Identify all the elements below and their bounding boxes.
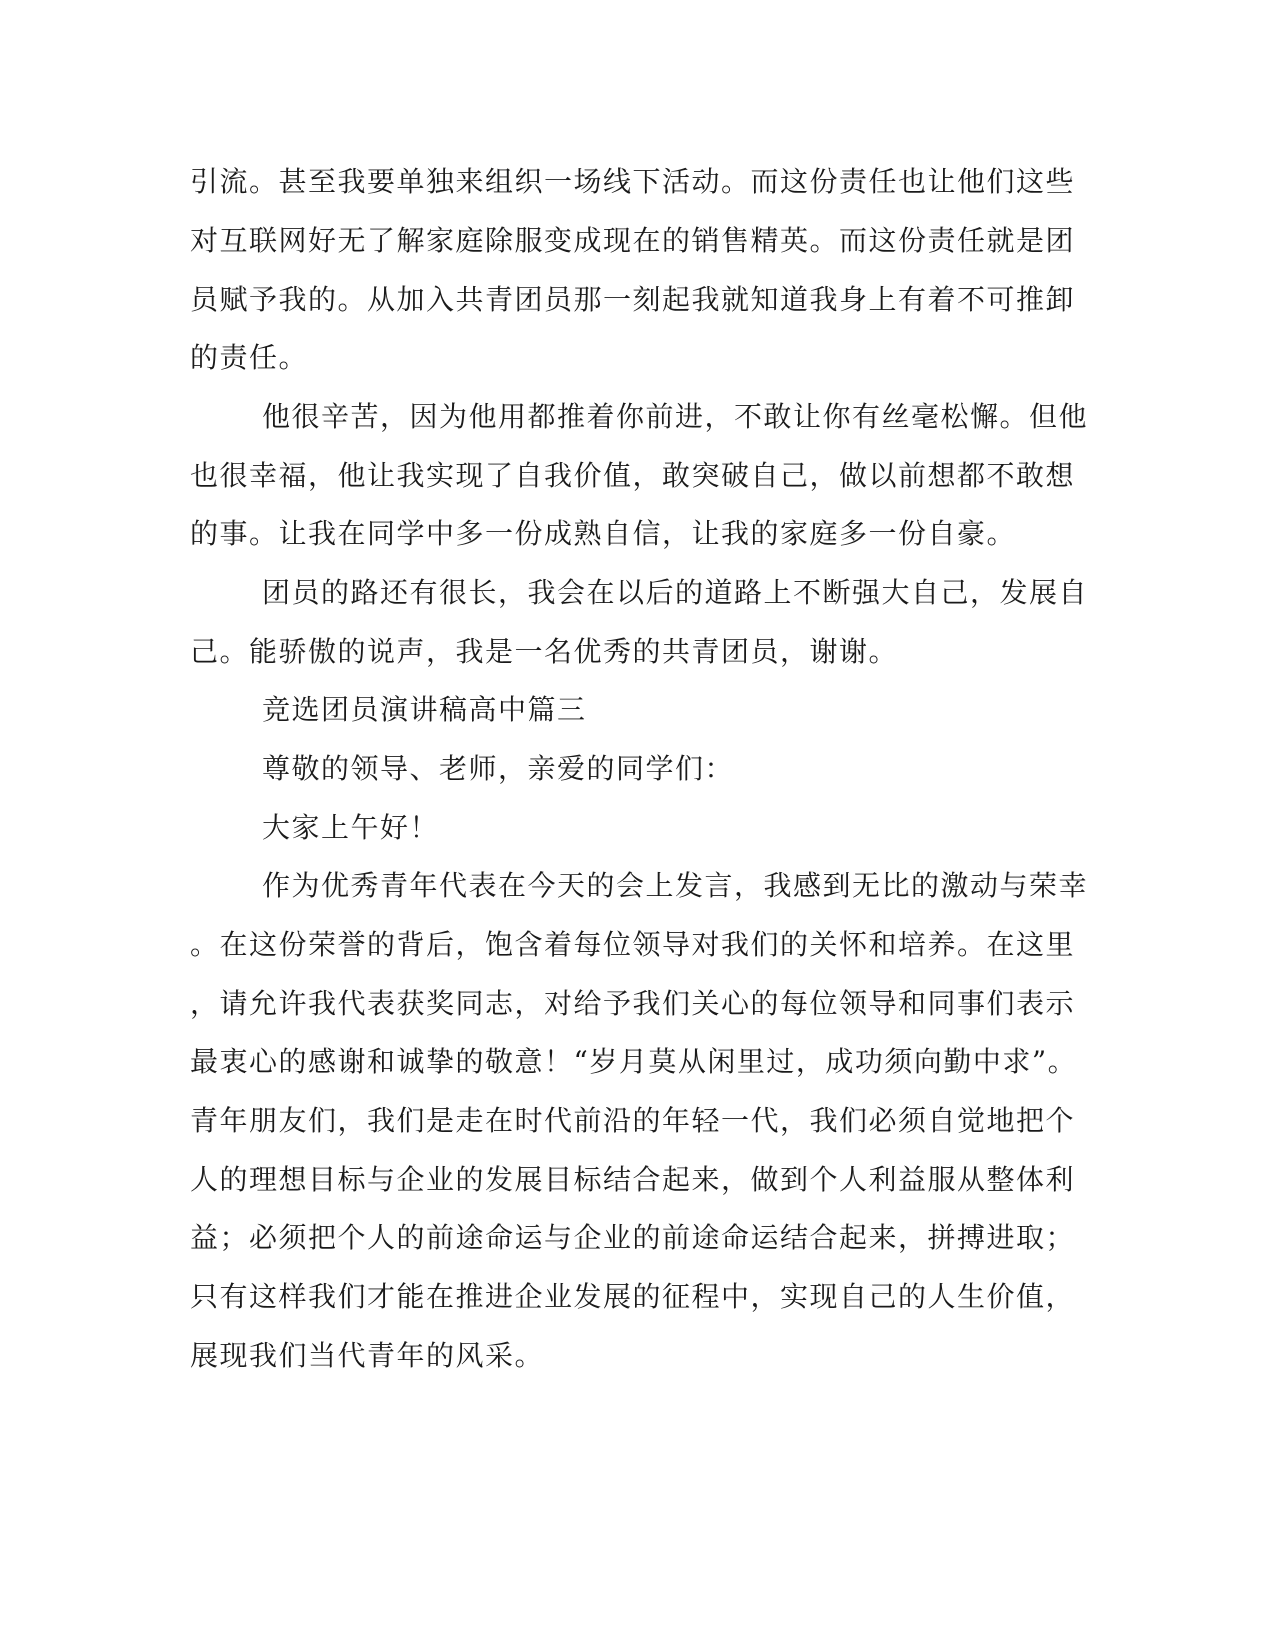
paragraph-start-line: 团员的路还有很长，我会在以后的道路上不断强大自己，发展自 — [262, 576, 1089, 609]
text-line: 只有这样我们才能在推进企业发展的征程中，实现自己的人生价值， — [190, 1280, 1076, 1313]
text-line: 员赋予我的。从加入共青团员那一刻起我就知道我身上有着不可推卸 — [190, 283, 1076, 316]
salutation-line: 尊敬的领导、老师，亲爱的同学们： — [262, 752, 735, 785]
greeting-line: 大家上午好！ — [262, 811, 440, 844]
text-line: ，请允许我代表获奖同志，对给予我们关心的每位领导和同事们表示 — [190, 987, 1076, 1020]
section-heading: 竞选团员演讲稿高中篇三 — [262, 693, 587, 726]
text-line: 最衷心的感谢和诚挚的敬意！“岁月莫从闲里过，成功须向勤中求”。 — [190, 1045, 1078, 1078]
text-line: 引流。甚至我要单独来组织一场线下活动。而这份责任也让他们这些 — [190, 165, 1076, 198]
text-line: 的责任。 — [190, 341, 309, 374]
text-line: 益；必须把个人的前途命运与企业的前途命运结合起来，拼搏进取； — [190, 1221, 1076, 1254]
text-line: 人的理想目标与企业的发展目标结合起来，做到个人利益服从整体利 — [190, 1163, 1076, 1196]
paragraph-start-line: 作为优秀青年代表在今天的会上发言，我感到无比的激动与荣幸 — [262, 869, 1089, 902]
text-line: 展现我们当代青年的风采。 — [190, 1339, 545, 1372]
text-line: 对互联网好无了解家庭除服变成现在的销售精英。而这份责任就是团 — [190, 224, 1076, 257]
text-line: 。在这份荣誉的背后，饱含着每位领导对我们的关怀和培养。在这里 — [190, 928, 1076, 961]
text-line: 也很幸福，他让我实现了自我价值，敢突破自己，做以前想都不敢想 — [190, 459, 1076, 492]
paragraph-start-line: 他很辛苦，因为他用都推着你前进，不敢让你有丝毫松懈。但他 — [262, 400, 1089, 433]
text-line: 的事。让我在同学中多一份成熟自信，让我的家庭多一份自豪。 — [190, 517, 1017, 550]
text-line: 青年朋友们，我们是走在时代前沿的年轻一代，我们必须自觉地把个 — [190, 1104, 1076, 1137]
text-line: 己。能骄傲的说声，我是一名优秀的共青团员，谢谢。 — [190, 635, 899, 668]
